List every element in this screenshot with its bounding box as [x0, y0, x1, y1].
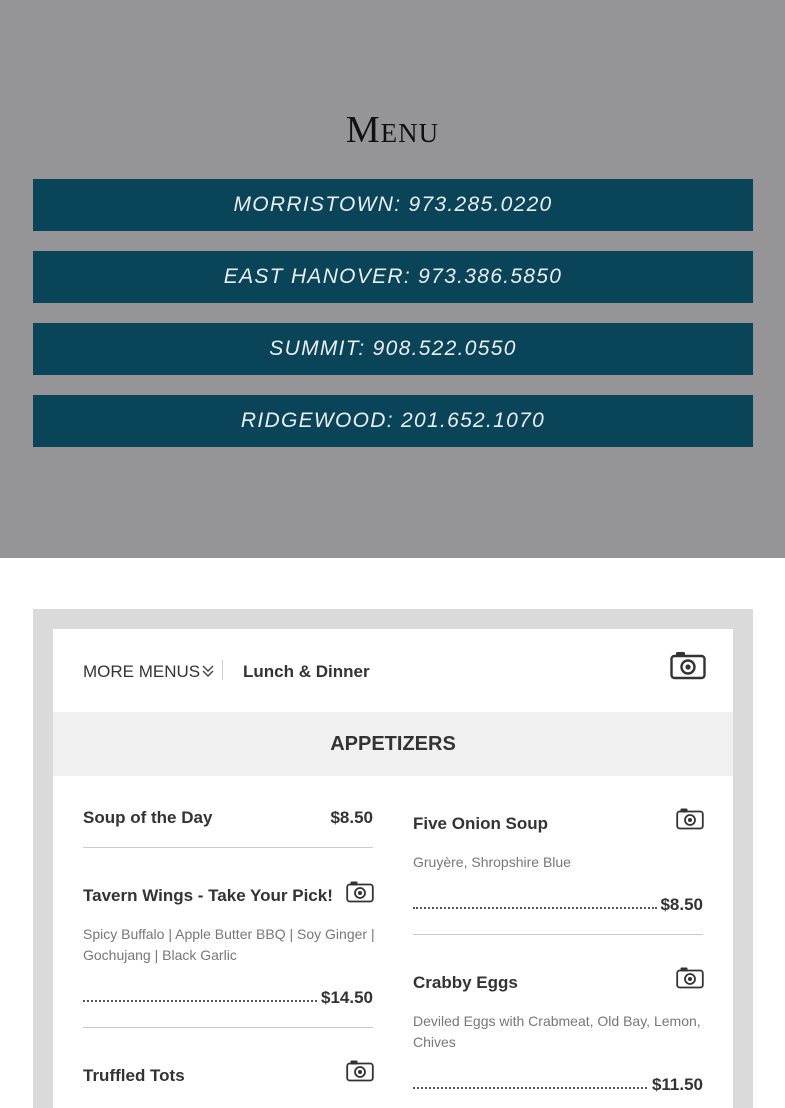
page-title-text: Menu — [345, 109, 440, 151]
location-label: EAST HANOVER: 973.386.5850 — [223, 265, 563, 288]
location-label: MORRISTOWN: 973.285.0220 — [233, 193, 553, 216]
price-leader-dots — [83, 998, 317, 1002]
section-title: APPETIZERS — [330, 733, 456, 755]
more-menus-dropdown[interactable]: MORE MENUS — [83, 662, 201, 681]
camera-icon[interactable] — [670, 650, 706, 680]
item-divider — [413, 934, 703, 935]
item-name-crabby-eggs[interactable]: Crabby Eggs — [413, 973, 518, 992]
description-line: Gochujang | Black Garlic — [83, 947, 237, 963]
location-button-ridgewood[interactable] — [33, 395, 753, 447]
location-label: RIDGEWOOD: 201.652.1070 — [240, 409, 546, 432]
item-price-five-onion-soup: $8.50 — [660, 895, 703, 914]
current-menu-tab[interactable]: Lunch & Dinner — [243, 662, 370, 681]
item-name-five-onion-soup[interactable]: Five Onion Soup — [413, 814, 549, 833]
price-leader-dots — [413, 1085, 647, 1089]
camera-icon[interactable] — [676, 966, 704, 989]
item-description-five-onion-soup — [413, 852, 713, 873]
item-description-tavern-wings — [83, 924, 383, 966]
item-description-crabby-eggs — [413, 1011, 713, 1053]
camera-icon[interactable] — [676, 807, 704, 830]
camera-icon[interactable] — [346, 880, 374, 903]
item-divider — [83, 847, 373, 848]
item-name-soup-of-the-day[interactable]: Soup of the Day — [83, 808, 213, 827]
section-header-appetizers — [53, 712, 733, 776]
description-line: Gruyère, Shropshire Blue — [413, 854, 571, 870]
description-line: Deviled Eggs with Crabmeat, Old Bay, Lemon, — [413, 1013, 701, 1029]
page-title — [0, 108, 785, 152]
camera-icon[interactable] — [346, 1059, 374, 1082]
description-line: Spicy Buffalo | Apple Butter BBQ | Soy Ginger | — [83, 926, 375, 942]
menu-bar-separator — [222, 660, 223, 680]
location-button-east-hanover[interactable] — [33, 251, 753, 303]
location-label: SUMMIT: 908.522.0550 — [269, 337, 517, 360]
item-price-crabby-eggs: $11.50 — [651, 1075, 703, 1094]
location-button-summit[interactable] — [33, 323, 753, 375]
item-name-truffled-tots[interactable]: Truffled Tots — [83, 1066, 185, 1085]
description-line: Chives — [413, 1034, 456, 1050]
item-price-soup-of-the-day: $8.50 — [330, 808, 373, 827]
item-price-tavern-wings: $14.50 — [321, 988, 373, 1007]
menu-bar — [53, 629, 733, 712]
location-button-morristown[interactable] — [33, 179, 753, 231]
item-name-tavern-wings[interactable]: Tavern Wings - Take Your Pick! — [83, 886, 333, 905]
menu-panel — [53, 629, 733, 1108]
chevron-down-icon[interactable] — [201, 662, 215, 680]
item-divider — [83, 1027, 373, 1028]
